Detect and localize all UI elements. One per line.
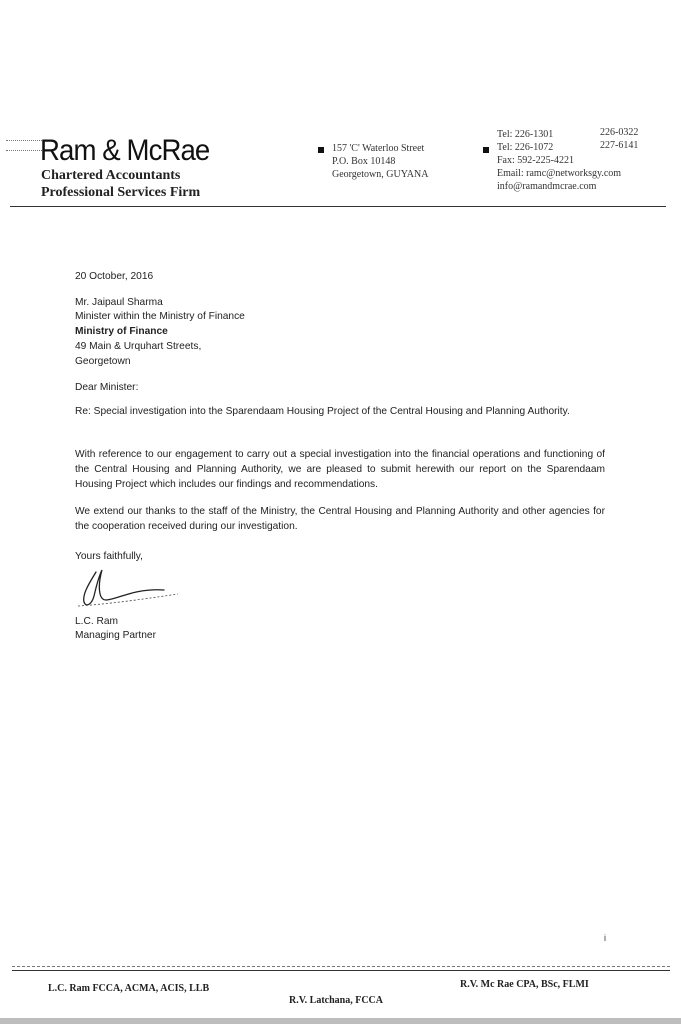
firm-tagline-accountants: Chartered Accountants <box>41 168 181 183</box>
bullet-icon <box>318 147 324 153</box>
firm-tagline-services: Professional Services Firm <box>41 185 201 200</box>
email-address: Email: ramc@networksgy.com <box>497 168 622 179</box>
signatory-title: Managing Partner <box>75 630 156 641</box>
subject-line: Re: Special investigation into the Sparendaam Housing Project of the Central Housing and Planning Authority. <box>75 406 570 417</box>
telephone-1-alt: 226-0322 <box>600 127 639 138</box>
body-paragraph-2: We extend our thanks to the staff of the Ministry, the Central Housing and Planning Authority and other agencies for the cooperation received during our investigation. <box>75 506 605 532</box>
footer-partner-2: R.V. Mc Rae CPA, BSc, FLMI <box>460 979 589 990</box>
fax-number: Fax: 592-225-4221 <box>497 155 574 166</box>
decorative-dotted-line <box>6 150 42 151</box>
footer-dashed-divider <box>12 966 670 967</box>
closing: Yours faithfully, <box>75 551 143 562</box>
footer-partner-1: L.C. Ram FCCA, ACMA, ACIS, LLB <box>48 983 210 994</box>
address-street: 157 'C' Waterloo Street <box>332 143 425 154</box>
address-pobox: P.O. Box 10148 <box>332 156 396 167</box>
signatory-name: L.C. Ram <box>75 616 119 627</box>
signature-image <box>68 560 183 622</box>
body-paragraph-1: With reference to our engagement to carry out a special investigation into the financial operations and functioning of the Central Housing and Planning Authority, we are pleased to submit herewith our report on the Sparendaam Housing Project which includes our findings and recommendations. <box>75 449 605 490</box>
telephone-1: Tel: 226-1301 <box>497 129 554 140</box>
salutation: Dear Minister: <box>75 382 139 393</box>
recipient-organization: Ministry of Finance <box>75 326 168 337</box>
telephone-2-alt: 227-6141 <box>600 140 639 151</box>
footer-partner-3: R.V. Latchana, FCCA <box>289 995 383 1006</box>
recipient-address-line-1: 49 Main & Urquhart Streets, <box>75 341 202 352</box>
address-city: Georgetown, GUYANA <box>332 169 429 180</box>
recipient-address-line-2: Georgetown <box>75 356 131 367</box>
recipient-title: Minister within the Ministry of Finance <box>75 311 245 322</box>
page-bottom-edge <box>0 1018 681 1024</box>
decorative-dotted-line <box>6 140 42 141</box>
recipient-name: Mr. Jaipaul Sharma <box>75 297 163 308</box>
email-address-2: info@ramandmcrae.com <box>497 181 597 192</box>
telephone-2: Tel: 226-1072 <box>497 142 554 153</box>
firm-name: Ram & McRae <box>40 134 210 167</box>
bullet-icon <box>483 147 489 153</box>
footer-divider <box>12 970 670 971</box>
letter-date: 20 October, 2016 <box>75 271 154 282</box>
page-number: i <box>604 933 606 943</box>
letterhead-divider <box>10 206 666 207</box>
